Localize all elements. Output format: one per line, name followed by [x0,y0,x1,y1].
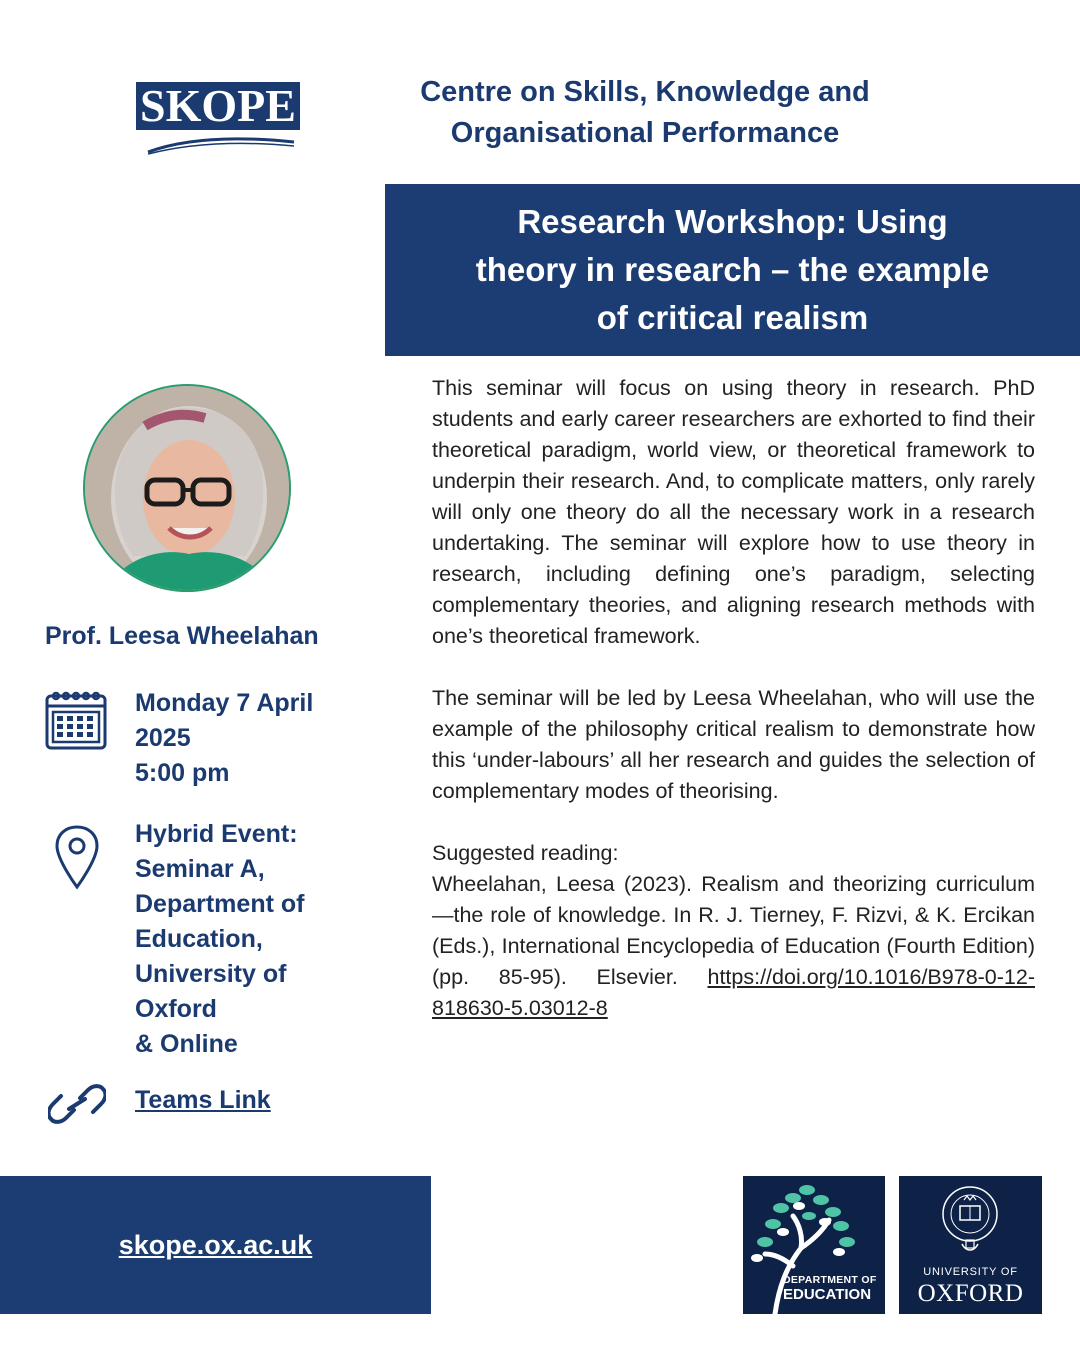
location-line-2: Seminar A, [135,855,265,883]
event-date [135,686,313,791]
organisation-name [380,72,910,154]
website-link[interactable]: skope.ox.ac.uk [118,1229,313,1260]
location-line-4: Education, [135,925,263,953]
citation-doi-link[interactable]: https://doi.org/10.1016/B978-0-12-818630-5.03012-8 [432,965,1035,1020]
chain-link-icon [48,1080,106,1128]
oxford-logo-line-1: UNIVERSITY OF [923,1266,1018,1278]
title-banner [385,184,1080,356]
speaker-portrait-icon [85,386,291,592]
dept-logo-line-1: DEPARTMENT OF [783,1274,877,1286]
event-title-line-1: Research Workshop: Using [517,203,948,240]
skope-logo-text: SKOPE [140,80,296,131]
org-name-line-2: Organisational Performance [450,117,840,149]
teams-link[interactable]: Teams Link [135,1086,271,1114]
suggested-reading [432,838,1035,1024]
description-paragraph-2: The seminar will be led by Leesa Wheelahan, who will use the example of the philosophy critical realism to demonstrate how this ‘under-labours’ all her research and guides the selection of complementary modes of theorising. [432,686,1035,803]
location-line-3: Department of [135,890,305,918]
event-date-line-1: Monday 7 April [135,689,314,717]
skope-swoosh-icon [146,132,296,156]
event-title [476,198,990,342]
suggested-reading-citation [432,869,1035,1024]
oxford-logo-line-2: OXFORD [917,1280,1024,1307]
description-paragraph-1: This seminar will focus on using theory in research. PhD students and early career researchers are exhorted to find their theoretical paradigm, world view, or theoretical framework to underpin their research. And, to complicate matters, only rarely will only one theory do all the necessary work in a research undertaking. The seminar will explore how to use theory in research, including defining one’s paradigm, selecting complementary theories, and aligning research methods with one’s theoretical framework. [432,376,1035,648]
calendar-icon [44,688,108,752]
footer-bar [0,1176,431,1314]
location-line-1: Hybrid Event: [135,820,298,848]
oxford-crest-icon [940,1184,1000,1260]
department-of-education-logo [743,1176,885,1314]
speaker-photo [83,384,291,592]
description-text [432,373,1035,1024]
map-pin-icon [54,824,100,890]
event-location [135,817,304,1062]
event-date-line-2: 2025 [135,724,191,752]
location-line-7: & Online [135,1030,238,1058]
org-name-line-1: Centre on Skills, Knowledge and [420,76,870,108]
location-line-6: Oxford [135,995,217,1023]
university-of-oxford-logo [899,1176,1042,1314]
skope-logo [136,82,300,158]
location-line-5: University of [135,960,287,988]
speaker-name: Prof. Leesa Wheelahan [45,622,319,650]
dept-logo-line-2: EDUCATION [783,1286,872,1303]
event-title-line-3: of critical realism [596,299,869,336]
event-title-line-2: theory in research – the example [475,251,990,288]
event-time: 5:00 pm [135,759,230,787]
citation-text: Wheelahan, Leesa (2023). Realism and theorizing curriculum—the role of knowledge. In R. J. Tierney, F. Rizvi, & K. Ercikan (Eds.), International Encyclopedia of Education (Fourth Edition) (pp. 85-95). Elsevier. [432,872,1035,989]
suggested-reading-heading: Suggested reading: [432,841,619,865]
